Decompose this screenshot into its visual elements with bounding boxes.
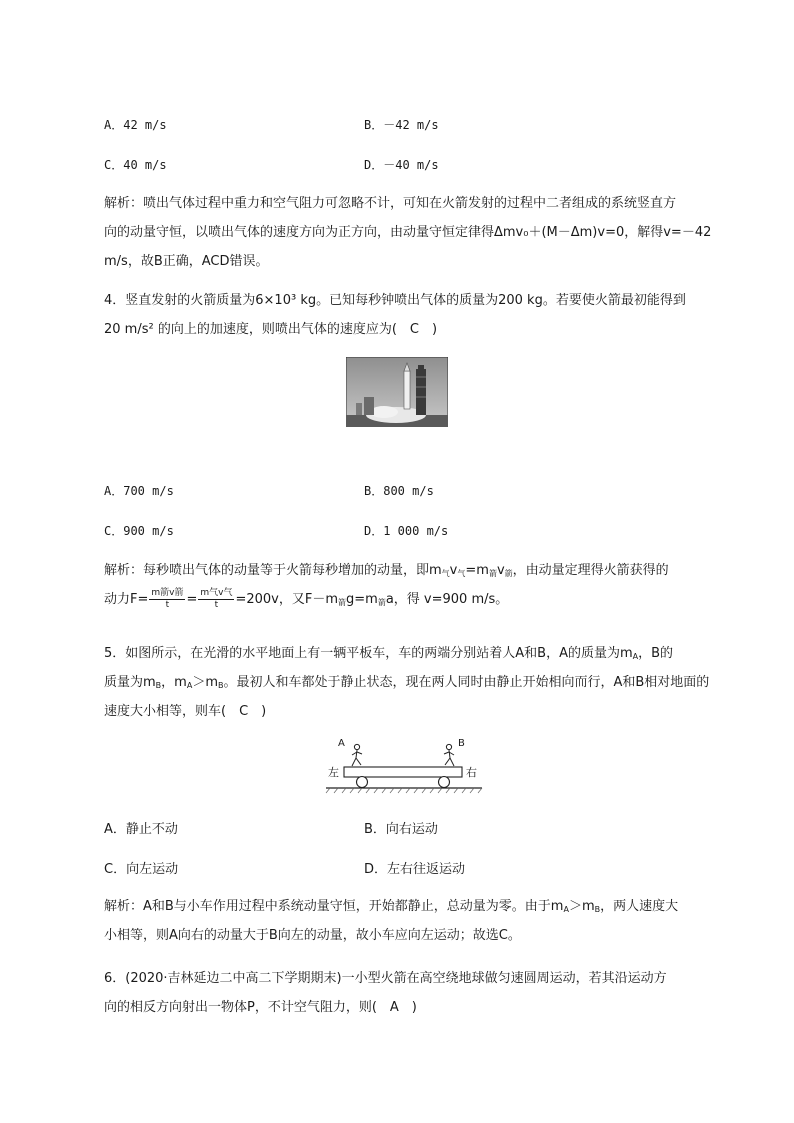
q5-stem [104, 639, 716, 726]
fraction-1: $\frac{\text{m箭v箭}}{t}$ [151, 588, 184, 610]
q3-analysis-line2: 向的动量守恒，以喷出气体的速度方向为正方向，由动量守恒定律得Δmv₀＋(M－Δm)v=0，解得v=－42 [104, 225, 712, 240]
q5-stem-line1: 5．如图所示，在光滑的水平地面上有一辆平板车，车的两端分别站着人A和B，A的质量为$m_A$，B的 [104, 646, 674, 661]
q4-stem-line2: 20 m/s² 的向上的加速度，则喷出气体的速度应为( C ) [104, 322, 438, 337]
q3-option-a: A．42 m/s [104, 118, 167, 132]
q3-option-b: B．－42 m/s [364, 118, 439, 132]
q4-analysis-line1: 解析：每秒喷出气体的动量等于火箭每秒增加的动量，即$m_气v_气=m_箭v_箭$，由动量定理得火箭获得的 [104, 563, 669, 578]
q4-option-b: B．800 m/s [364, 484, 434, 498]
q5-analysis-line2: 小相等，则A向右的动量大于B向左的动量，故小车应向左运动；故选C。 [104, 928, 521, 943]
q4-analysis [104, 556, 716, 617]
person-a-icon [352, 744, 362, 766]
q5-analysis-line1: 解析：A和B与小车作用过程中系统动量守恒，开始都静止，总动量为零。由于$m_A>m_B$，两人速度大 [104, 899, 679, 914]
q4-stem-line1: 4．竖直发射的火箭质量为6×10³ kg。已知每秒钟喷出气体的质量为200 kg。若要使火箭最初能得到 [104, 293, 686, 308]
q4-stem [104, 286, 716, 344]
fraction-2: $\frac{\text{m气v气}}{t}$ [200, 588, 233, 610]
q4-option-a: A．700 m/s [104, 484, 174, 498]
q5-option-a: A．静止不动 [104, 822, 178, 837]
q6-stem [104, 964, 716, 1022]
q4-option-c: C．900 m/s [104, 524, 174, 538]
q5-analysis [104, 892, 716, 950]
label-b: B [458, 738, 465, 749]
q4-analysis-line2: 动力F= $\frac{\text{m箭v箭}}{t}$ = $\frac{\text{m气v气}}{t}$ =200v，又$F-m_箭g=m_箭a$，得 v=900 m/s。 [104, 588, 509, 610]
q3-option-c: C．40 m/s [104, 158, 167, 172]
q3-analysis-line3: m/s，故B正确，ACD错误。 [104, 254, 269, 269]
q3-analysis-line1: 解析：喷出气体过程中重力和空气阻力可忽略不计，可知在火箭发射的过程中二者组成的系统竖直方 [104, 196, 677, 211]
person-b-icon [444, 744, 454, 766]
q6-stem-line1: 6．(2020·吉林延边二中高二下学期期末)一小型火箭在高空绕地球做匀速圆周运动，若其沿运动方 [104, 971, 667, 986]
label-a: A [338, 738, 345, 749]
q5-option-b: B．向右运动 [364, 822, 438, 837]
q3-option-d: D．－40 m/s [364, 158, 439, 172]
q3-analysis [104, 189, 716, 276]
cart-figure [324, 736, 484, 798]
q5-option-d: D．左右往返运动 [364, 862, 466, 877]
label-left: 左 [328, 766, 339, 779]
q5-stem-line3: 速度大小相等，则车( C ) [104, 704, 267, 719]
q4-option-d: D．1 000 m/s [364, 524, 449, 538]
label-right: 右 [466, 766, 477, 779]
q5-option-c: C．向左运动 [104, 862, 179, 877]
q6-stem-line2: 向的相反方向射出一物体P，不计空气阻力，则( A ) [104, 1000, 417, 1015]
rocket-launch-photo [346, 357, 448, 427]
q5-stem-line2: 质量为$m_B$，$m_A>m_B$。最初人和车都处于静止状态，现在两人同时由静止开始相向而行，A和B相对地面的 [104, 675, 710, 690]
